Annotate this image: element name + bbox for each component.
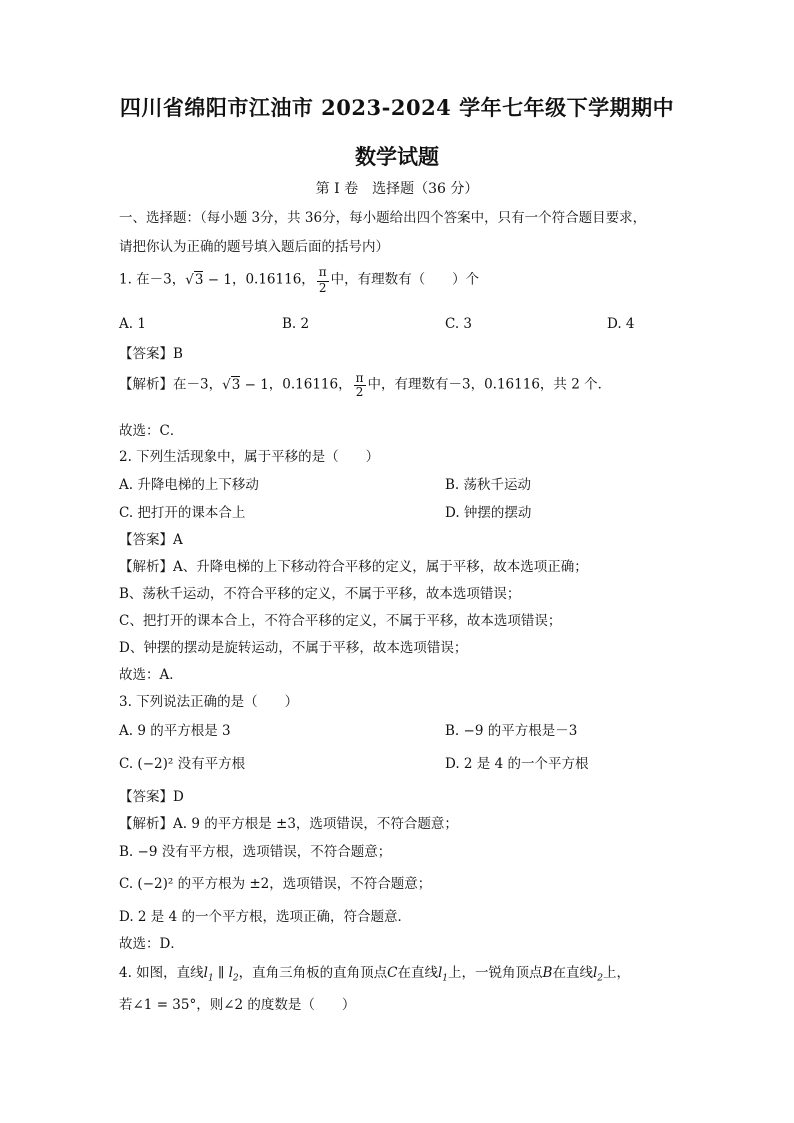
q2-analysis-line4: D、钟摆的摆动是旋转运动，不属于平移，故本选项错误； — [119, 640, 468, 656]
q1-analysis-mid: ，0.16116， — [268, 376, 352, 393]
q3-analysis-line2: B. −9 没有平方根，选项错误，不符合题意； — [119, 844, 392, 860]
line-l1 — [437, 965, 449, 984]
q4-text-e: 在直线 — [552, 965, 593, 981]
instructions-line2: 请把你认为正确的题号填入题后面的括号内） — [119, 239, 389, 255]
q2-analysis-line3: C、把打开的课本合上，不符合平移的定义，不属于平移，故本选项错误； — [119, 613, 562, 629]
q4-text-f: 上， — [603, 965, 631, 981]
q2-analysis-line1: 【解析】A、升降电梯的上下移动符合平移的定义，属于平移，故本选项正确； — [119, 559, 588, 575]
q1-sqrt-expr — [185, 272, 232, 288]
q4-text-c: 在直线 — [397, 965, 438, 981]
l1-letter: l — [203, 965, 208, 981]
point-b: B — [542, 965, 553, 981]
line-l1 — [203, 965, 214, 984]
l2-letter: l — [592, 965, 598, 981]
q4-text-d: 上，一锐角顶点 — [448, 965, 543, 981]
exam-title-line1: 四川省绵阳市江油市 2023-2024 学年七年级下学期期中 — [119, 95, 675, 120]
q1-prefix: 1. 在 — [119, 271, 150, 288]
q3-option-a: A. 9 的平方根是 3 — [119, 723, 231, 739]
q1-option-c: C. 3 — [445, 316, 473, 332]
question-4-stem-line2: 若∠1 = 35°，则∠2 的度数是（ ） — [119, 997, 356, 1013]
fraction-numerator: π — [318, 265, 327, 279]
q1-conclusion: 故选：C． — [119, 423, 184, 439]
question-1-stem — [119, 266, 479, 294]
q3-option-c: C. (−2)² 没有平方根 — [119, 756, 246, 772]
point-c: C — [387, 965, 398, 981]
q2-option-b: B. 荡秋千运动 — [445, 477, 532, 493]
q2-option-a: A. 升降电梯的上下移动 — [119, 477, 259, 493]
question-3-stem: 3. 下列说法正确的是（ ） — [119, 694, 299, 710]
question-4-stem-line1 — [119, 961, 630, 984]
sqrt-minus-one: − 1 — [203, 271, 232, 288]
q2-conclusion: 故选：A． — [119, 667, 183, 683]
q4-text-a: 4. 如图，直线 — [119, 965, 204, 981]
question-2-stem: 2. 下列生活现象中，属于平移的是（ ） — [119, 449, 380, 465]
q2-option-c: C. 把打开的课本合上 — [119, 505, 246, 521]
q1-option-d: D. 4 — [607, 316, 635, 332]
q1-analysis-sqrt-expr — [222, 377, 269, 393]
line-l2 — [592, 965, 604, 984]
q3-conclusion: 故选：D． — [119, 936, 184, 952]
l1-subscript: 1 — [442, 973, 449, 984]
sqrt-sign: √ — [222, 376, 231, 393]
instructions-line1: 一、选择题：（每小题 3分，共 36分，每小题给出四个答案中，只有一个符合题目要求， — [119, 210, 647, 226]
q2-answer: 【答案】A — [119, 532, 183, 548]
q3-analysis-line4: D. 2 是 4 的一个平方根，选项正确，符合题意． — [119, 909, 411, 925]
q1-analysis — [119, 372, 611, 398]
pi-over-2-fraction — [317, 266, 329, 294]
sqrt-radicand: 3 — [231, 376, 241, 393]
q2-analysis-line2: B、荡秋千运动，不符合平移的定义，不属于平移，故本选项错误； — [119, 586, 521, 602]
line-l2 — [228, 965, 239, 984]
q1-neg3: －3， — [149, 271, 186, 288]
pi-over-2-fraction — [354, 372, 366, 398]
q1-answer: 【答案】B — [119, 346, 183, 362]
parallel-symbol: ∥ — [213, 965, 229, 981]
sqrt-radicand: 3 — [194, 271, 204, 288]
l1-subscript: 1 — [208, 973, 214, 984]
q4-text-b: ，直角三角板的直角顶点 — [238, 965, 388, 981]
l2-letter: l — [228, 965, 233, 981]
q3-answer: 【答案】D — [119, 789, 184, 805]
fraction-denominator: 2 — [354, 385, 366, 399]
q1-suffix: 中，有理数有（ ）个 — [330, 271, 480, 288]
section-heading: 第 I 卷 选择题（36 分） — [315, 181, 479, 197]
l2-subscript: 2 — [597, 973, 604, 984]
exam-title-line2: 数学试题 — [355, 144, 439, 169]
q1-comma1: ，0.16116， — [231, 271, 315, 288]
q3-analysis-line3: C. (−2)² 的平方根为 ±2，选项错误，不符合题意； — [119, 876, 432, 892]
l2-subscript: 2 — [232, 973, 239, 984]
sqrt-minus-one: − 1 — [240, 376, 269, 393]
sqrt-sign: √ — [185, 271, 194, 288]
q3-option-d: D. 2 是 4 的一个平方根 — [445, 756, 589, 772]
q1-analysis-suffix: 中，有理数有－3，0.16116，共 2 个． — [367, 376, 612, 393]
q3-option-b: B. −9 的平方根是－3 — [445, 723, 578, 739]
q1-option-a: A. 1 — [119, 316, 146, 332]
q3-analysis-line1: 【解析】A. 9 的平方根是 ±3，选项错误，不符合题意； — [119, 816, 458, 832]
q1-option-b: B. 2 — [282, 316, 310, 332]
fraction-numerator: π — [355, 371, 364, 385]
q2-option-d: D. 钟摆的摆动 — [445, 505, 532, 521]
l1-letter: l — [437, 965, 443, 981]
fraction-denominator: 2 — [317, 281, 329, 295]
q1-analysis-prefix: 【解析】在－3， — [119, 376, 223, 393]
